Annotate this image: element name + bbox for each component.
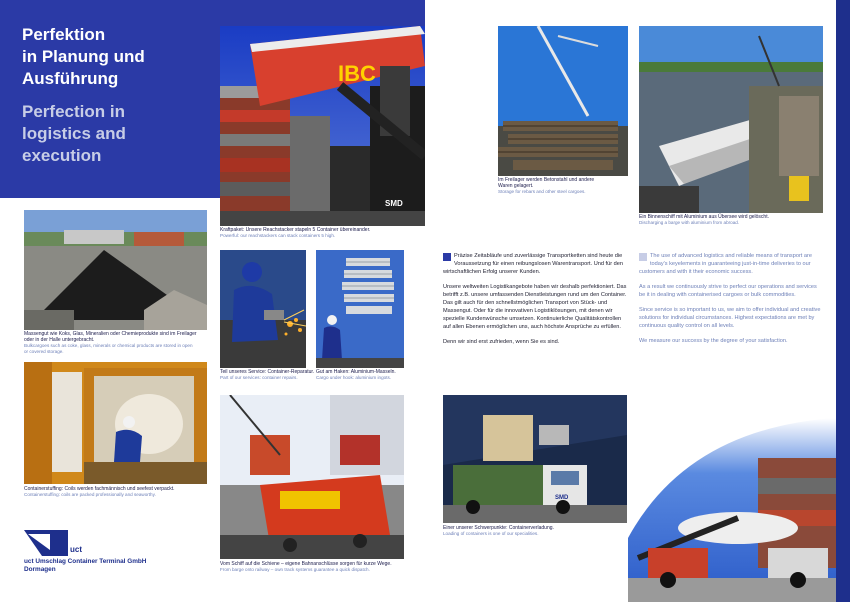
- body-de-p1: [443, 252, 627, 276]
- caption-repair: [220, 369, 320, 381]
- caption-rebar-de1: Im Freilager werden Betonstahl und andere: [498, 177, 595, 183]
- body-de-p2: Unsere weltweiten Logistikangebote haben wir deshalb perfektioniert. Das betrifft z.B. unsere umfassenden Dienstleistungen rund um den Container. Das gilt auch für den schnellstmöglichen Transport von Stück- und Massengut. Oder für die innovativen Logistiklösungen, mit denen wir spezielle Kundenwünsche umsetzen. Kontinuierliche Qualitätskontrollen auf allen Ebenen ermöglichen uns, auch höchste Ansprüche zu erfüllen.: [443, 284, 627, 330]
- caption-rail-en: From barge onto railway – own track systems guarantee a quick dispatch.: [220, 567, 370, 572]
- photo-bulk-coke: [24, 210, 207, 330]
- photo-container-stuffing: [24, 362, 207, 484]
- caption-heavy-en: Loading of containers is one of our specialities.: [443, 531, 539, 536]
- body-de-p3: Denn wir sind erst zufrieden, wenn Sie es sind.: [443, 339, 560, 345]
- caption-barge-de: Ein Binnenschiff mit Aluminium aus Übersee wird gelöscht.: [639, 214, 769, 220]
- photo-container-loading: [443, 395, 627, 523]
- dropcap-marker-en: [639, 253, 647, 261]
- photo-rail-locomotive: [220, 395, 404, 559]
- caption-repair-en: Part of our services: container repairs.: [220, 375, 298, 380]
- headline-de-line2: in Planung und: [22, 47, 145, 66]
- dropcap-marker: [443, 253, 451, 261]
- caption-rebar-de2: Waren gelagert.: [498, 183, 534, 189]
- headline-german: [22, 24, 212, 90]
- caption-stuffing: [24, 486, 214, 498]
- caption-coke: [24, 331, 214, 355]
- body-de-p1-text: Präzise Zeitabläufe und zuverlässige Transportketten sind heute die Voraussetzung für einen reibungslosen Warentransport. Und für den wirtschaftlichen Erfolg unserer Kunden.: [443, 253, 623, 275]
- company-name-line1: uct Umschlag Container Terminal GmbH: [24, 558, 147, 565]
- caption-rebar: [498, 177, 628, 195]
- caption-coke-en1: Bulkcargoes such as coke, glass, minerals or chemical products are stored in open: [24, 343, 193, 348]
- caption-repair-de: Teil unseres Service: Container-Reparatur.: [220, 369, 315, 375]
- caption-stuffing-en: Containerstuffing: coils are packed professionally and seaworthy.: [24, 492, 156, 497]
- body-en-p4: We measure our success by the degree of your satisfaction.: [639, 338, 788, 344]
- headline-en-line1: Perfection in: [22, 102, 125, 121]
- caption-coke-de2: oder in der Halle untergebracht.: [24, 337, 95, 343]
- caption-heavy-de: Einer unserer Schwerpunkte: Containerverladung.: [443, 525, 554, 531]
- caption-reachstacker: [220, 227, 425, 239]
- headline-en-line3: execution: [22, 146, 102, 165]
- right-edge-band: [836, 0, 850, 602]
- smd-mark-text: SMD: [385, 199, 403, 208]
- company-logo: [24, 530, 84, 556]
- caption-barge: [639, 214, 823, 226]
- headline-de-line1: Perfektion: [22, 25, 106, 44]
- caption-coke-en2: or covered storage.: [24, 349, 64, 354]
- body-text-english: [639, 252, 823, 352]
- caption-rail-de: Vom Schiff auf die Schiene – eigene Bahnanschlüsse sorgen für kurze Wege.: [220, 561, 392, 567]
- headline-en-line2: logistics and: [22, 124, 126, 143]
- logo-mark-text: uct: [70, 545, 82, 554]
- caption-barge-en: Discharging a barge with aluminium from abroad.: [639, 220, 740, 225]
- body-text-german: [443, 252, 627, 353]
- body-en-p1-text: The use of advanced logistics and reliable means of transport are today's keyelements in guaranteeing just-in-time deliveries to our customers and with it their economic success.: [639, 253, 813, 275]
- body-en-p2: As a result we continuously strive to perfect our operations and services be it in dealing with containerised cargoes or bulk commodities.: [639, 284, 817, 298]
- headline-english: [22, 101, 212, 167]
- body-en-p3: Since service is so important to us, we aim to offer individual and creative solutions for individual circumstances. Highest expectations are met by continuous quality control on all levels.: [639, 307, 821, 329]
- truck-brand-text: SMD: [555, 495, 569, 501]
- photo-rebar-storage: [498, 26, 628, 176]
- photo-tank-container: [628, 418, 836, 602]
- caption-reachstacker-en: Powerful: our reachstackers can stack containers 5 high.: [220, 233, 336, 238]
- photo-reachstacker: [220, 26, 425, 226]
- photo-barge-discharge: [639, 26, 823, 213]
- body-en-p1: [639, 252, 823, 276]
- company-name: [24, 558, 146, 574]
- photo-container-repair: [220, 250, 306, 368]
- caption-ingots-de: Gut am Haken: Aluminium-Masseln.: [316, 369, 396, 375]
- company-name-line2: Dormagen: [24, 566, 56, 573]
- caption-ingots-en: Cargo under hook: aluminium ingots.: [316, 375, 392, 380]
- caption-ingots: [316, 369, 416, 381]
- caption-rebar-en: Storage for rebars and other steel cargoes.: [498, 189, 586, 194]
- caption-coke-de1: Massengut wie Koks, Glas, Mineralien oder Chemieprodukte sind im Freilager: [24, 331, 197, 337]
- ibc-sign-text: IBC: [338, 61, 376, 86]
- headline-de-line3: Ausführung: [22, 69, 119, 88]
- caption-reachstacker-de: Kraftpaket: Unsere Reachstacker stapeln 5 Container übereinander.: [220, 227, 371, 233]
- caption-stuffing-de: Containerstuffing: Coils werden fachmännisch und seefest verpackt.: [24, 486, 175, 492]
- caption-rail: [220, 561, 420, 573]
- photo-aluminium-ingots: [316, 250, 404, 368]
- caption-heavy: [443, 525, 633, 537]
